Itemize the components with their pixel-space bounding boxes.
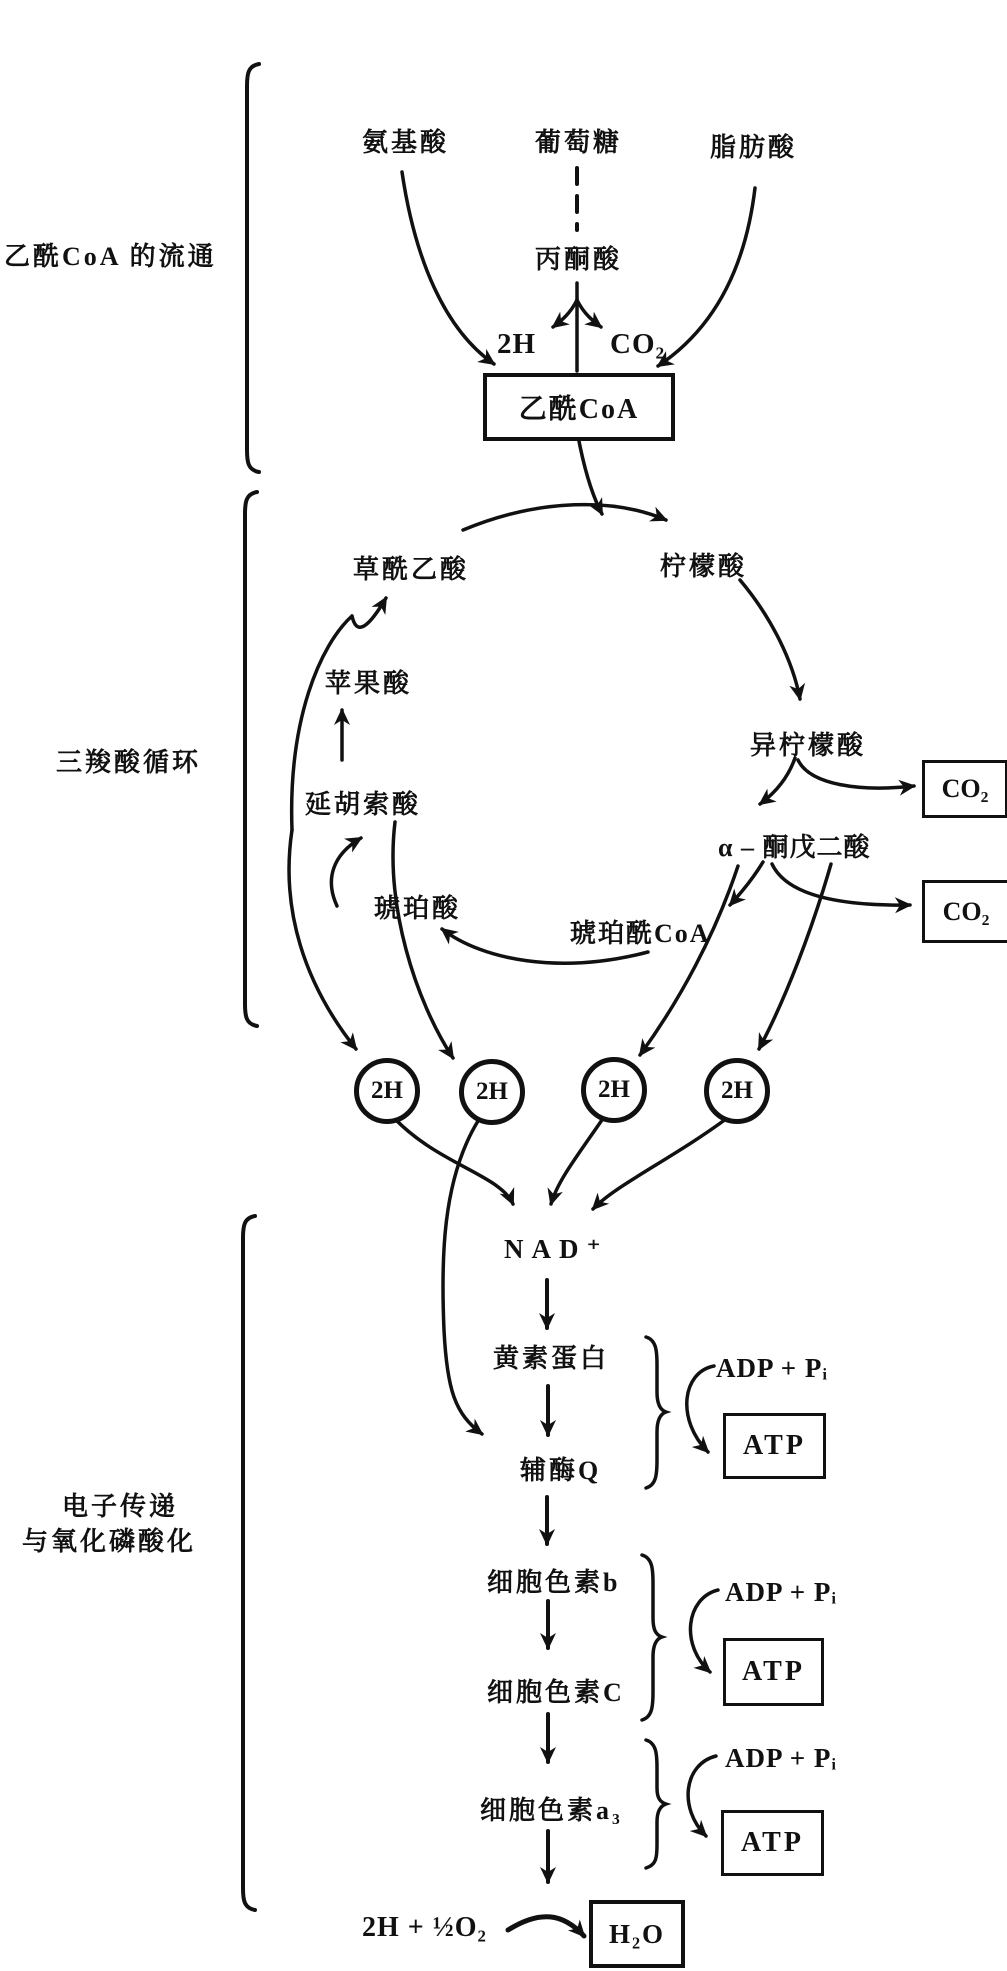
node-amino-acid: 氨基酸: [362, 128, 450, 157]
arrow-isocitrate-to-co2: [798, 760, 914, 788]
co2-box-2: [922, 880, 1007, 943]
section-label-etc-line1: 电子传递: [62, 1492, 179, 1521]
arrow-adp1-to-atp1: [687, 1366, 714, 1452]
node-fumarate: 延胡索酸: [305, 790, 422, 819]
node-fatty-acid: 脂肪酸: [710, 133, 798, 162]
arrow-citrate-to-isocitrate: [740, 580, 800, 699]
atp-box-2-label: ATP: [742, 1656, 805, 1687]
brace-atp-2: [642, 1555, 662, 1720]
arrow-isocitrate-to-akg: [760, 758, 795, 804]
h2-circle-2-label: 2H: [476, 1078, 508, 1105]
brace-atp-3: [646, 1740, 666, 1868]
adp-label-3: ADP + Pᵢ: [725, 1743, 838, 1773]
arrow-branch-2h: [553, 300, 577, 327]
arrow-2h1-to-nad: [395, 1119, 513, 1204]
arrow-adp2-to-atp2: [690, 1590, 718, 1672]
arrow-branch-co2: [577, 300, 601, 327]
water-box: [589, 1900, 685, 1968]
arrow-adp3-to-atp3: [688, 1756, 716, 1836]
h2-circle-4-label: 2H: [721, 1077, 753, 1104]
arrow-2h4-to-nad: [593, 1119, 726, 1209]
arrow-akg-to-co2: [772, 864, 910, 905]
adp-label-2: ADP + Pᵢ: [725, 1577, 838, 1607]
arrow-isocitrate-2h: [640, 866, 738, 1055]
h2-circle-4: [704, 1058, 770, 1124]
arrow-akg-2h: [759, 864, 831, 1049]
h2-circle-2: [459, 1059, 525, 1125]
adp-label-1: ADP + Pᵢ: [716, 1353, 829, 1383]
node-citrate: 柠檬酸: [660, 552, 748, 581]
arrow-fatty-to-acetylcoa: [658, 188, 755, 366]
label-2h-released: 2H: [497, 328, 537, 360]
brace-atp-1: [646, 1337, 666, 1488]
acetyl-coa-label: 乙酰CoA: [518, 394, 640, 425]
arrow-2h3-to-nad: [551, 1117, 604, 1204]
co2-box-1-label: CO₂: [941, 774, 989, 803]
node-succinate: 琥珀酸: [374, 894, 462, 923]
arrow-oaa-to-citrate: [463, 505, 666, 530]
co2-box-1: [922, 760, 1007, 818]
node-oxaloacetate: 草酰乙酸: [353, 555, 470, 584]
atp-box-1: [723, 1413, 826, 1479]
node-succinyl-coa: 琥珀酰CoA: [570, 919, 711, 948]
label-co2-released: CO₂: [610, 328, 666, 360]
bracket-tca-cycle: [245, 492, 257, 1026]
node-cytochrome-b: 细胞色素b: [487, 1568, 621, 1597]
section-label-acetyl-flow: 乙酰CoA 的流通: [4, 242, 217, 271]
node-cytochrome-c: 细胞色素C: [487, 1678, 625, 1707]
arrow-amino-to-acetylcoa: [402, 172, 494, 364]
acetyl-coa-box: [483, 373, 675, 441]
arrow-o2-to-water: [508, 1917, 584, 1936]
node-isocitrate: 异柠檬酸: [750, 731, 867, 760]
node-alpha-ketoglutarate: α – 酮戊二酸: [718, 833, 871, 862]
atp-box-3-label: ATP: [741, 1827, 804, 1858]
section-label-etc-line2: 与氧化磷酸化: [22, 1527, 197, 1556]
arrow-succinate-2h: [393, 822, 453, 1058]
bracket-acetyl-flow: [247, 64, 259, 472]
node-coenzyme-q: 辅酶Q: [520, 1456, 602, 1485]
atp-box-3: [721, 1810, 824, 1876]
atp-box-1-label: ATP: [743, 1430, 806, 1461]
arrow-hook-to-oaa: [352, 598, 386, 627]
water-box-label: H₂O: [608, 1918, 666, 1949]
arrow-akg-to-succinylcoa: [730, 862, 763, 905]
node-flavoprotein: 黄素蛋白: [493, 1344, 610, 1373]
bracket-etc: [243, 1216, 255, 1910]
section-label-tca-cycle: 三羧酸循环: [56, 748, 202, 777]
h2-circle-3-label: 2H: [598, 1076, 630, 1103]
atp-box-2: [723, 1638, 824, 1706]
co2-box-2-label: CO₂: [942, 896, 990, 926]
node-nad: NAD⁺: [504, 1234, 609, 1264]
node-glucose: 葡萄糖: [535, 128, 623, 157]
label-final-reaction: 2H + ½O₂: [362, 1912, 487, 1943]
node-cytochrome-a3: 细胞色素a₃: [480, 1796, 623, 1825]
arrow-acetylcoa-to-cycle: [578, 436, 602, 514]
arrow-succinate-to-fumarate: [331, 838, 361, 906]
h2-circle-3: [581, 1057, 647, 1123]
node-malate: 苹果酸: [325, 669, 413, 698]
node-pyruvate: 丙酮酸: [535, 245, 623, 274]
arrow-malate-2h: [289, 830, 356, 1049]
h2-circle-1-label: 2H: [371, 1077, 403, 1104]
h2-circle-1: [354, 1058, 420, 1124]
